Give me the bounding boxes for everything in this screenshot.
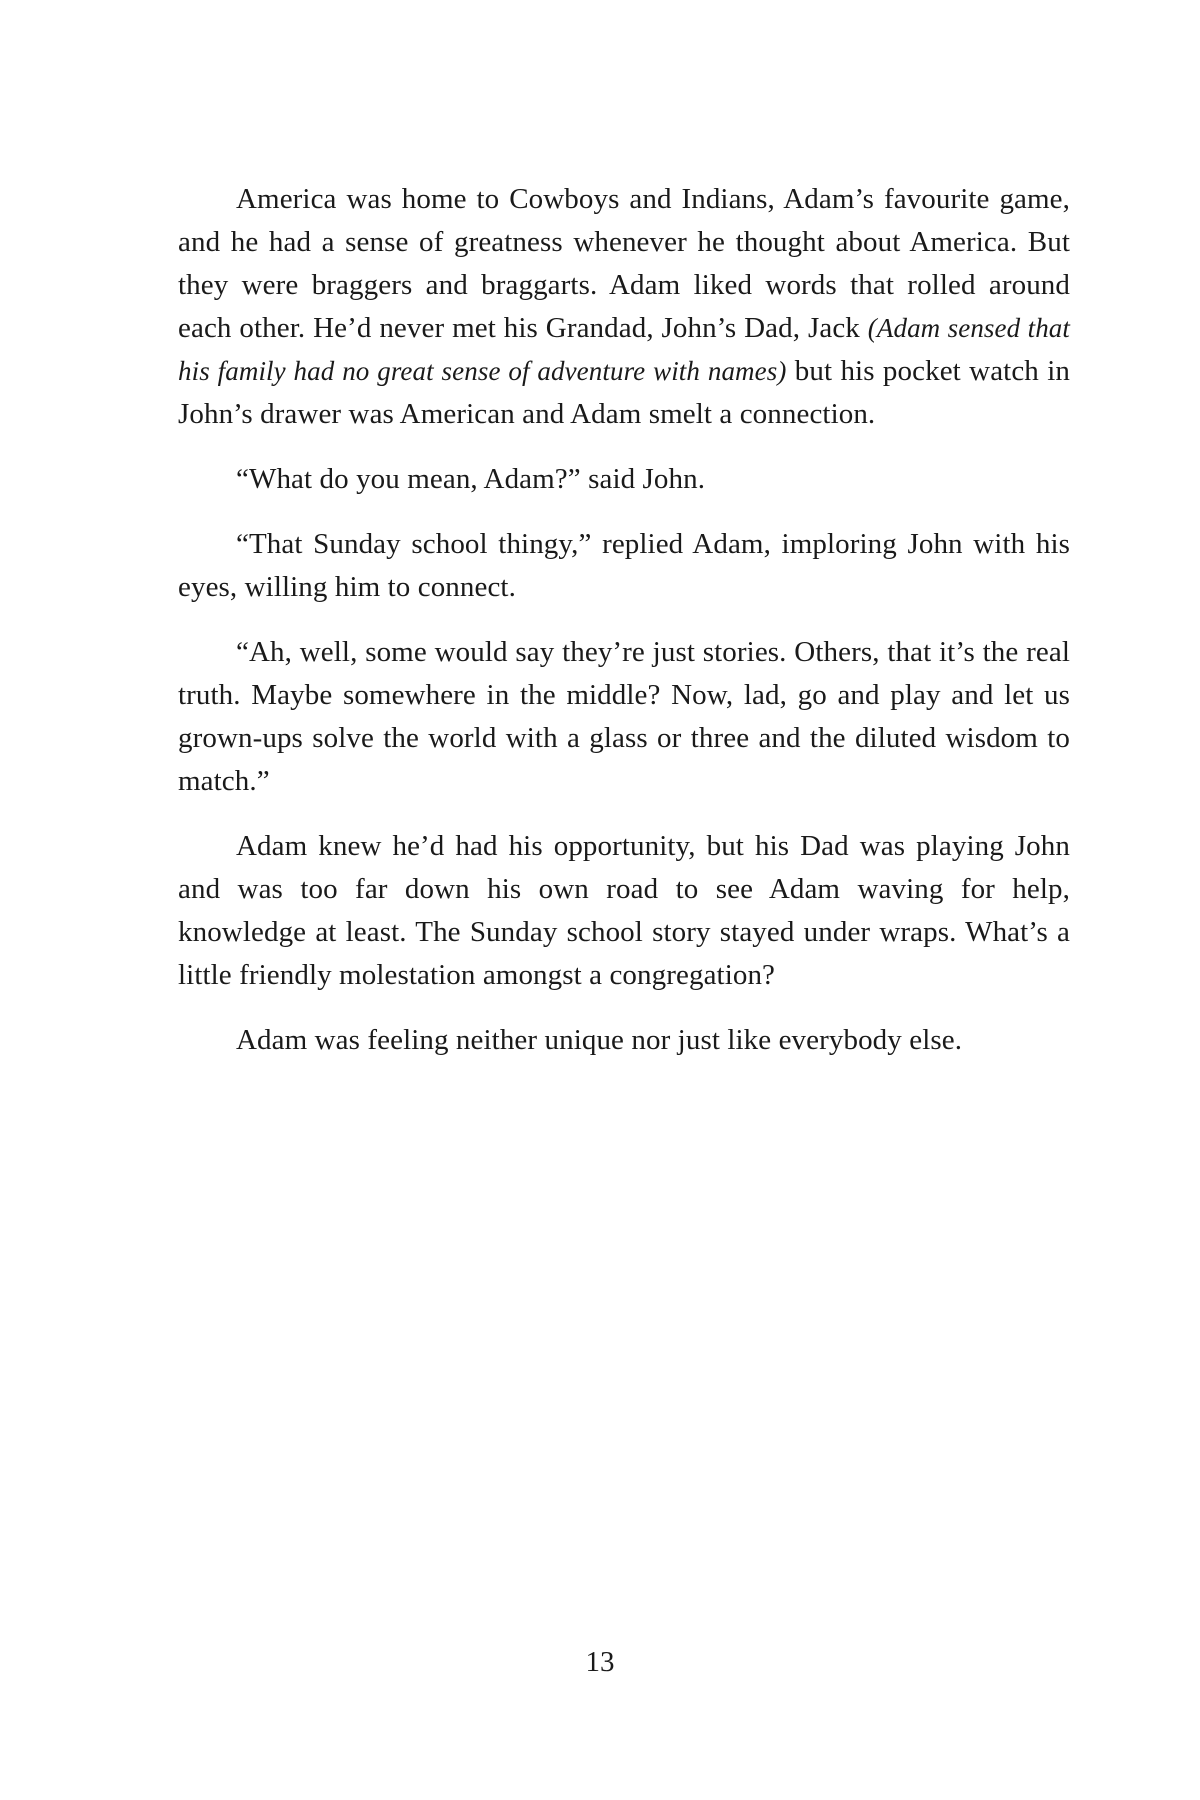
paragraph-3: “That Sunday school thingy,” replied Adam, imploring John with his eyes, willing him to connect. xyxy=(178,528,1070,603)
body-text xyxy=(178,178,1070,1062)
paragraph-4: “Ah, well, some would say they’re just stories. Others, that it’s the real truth. Maybe somewhere in the middle? Now, lad, go and play and let us grown-ups solve the world with a glass or three and the diluted wisdom to match.” xyxy=(178,636,1070,797)
page-number: 13 xyxy=(585,1646,615,1678)
paragraph-6: Adam was feeling neither unique nor just like everybody else. xyxy=(236,1024,963,1056)
paragraph-1 xyxy=(178,178,1070,436)
paragraph-2: “What do you mean, Adam?” said John. xyxy=(236,463,706,495)
paragraph-1-text-end: but his pocket watch in John’s drawer was American and Adam smelt a connection. xyxy=(178,355,1070,430)
paragraph-1-text-start: America was home to Cowboys and Indians, Adam’s favourite game, and he had a sense of greatness whenever he thought about America. But they were braggers and braggarts. Adam liked words that rolled around each other. He’d never met his Grandad, John’s Dad, Jack xyxy=(178,183,1070,344)
paragraph-5: Adam knew he’d had his opportunity, but his Dad was playing John and was too far down his own road to see Adam waving for help, knowledge at least. The Sunday school story stayed under wraps. What’s a little friendly molestation amongst a congregation? xyxy=(178,830,1070,991)
paragraph-1-italic-aside: (Adam sensed that his family had no great sense of adventure with names) xyxy=(178,313,1070,386)
